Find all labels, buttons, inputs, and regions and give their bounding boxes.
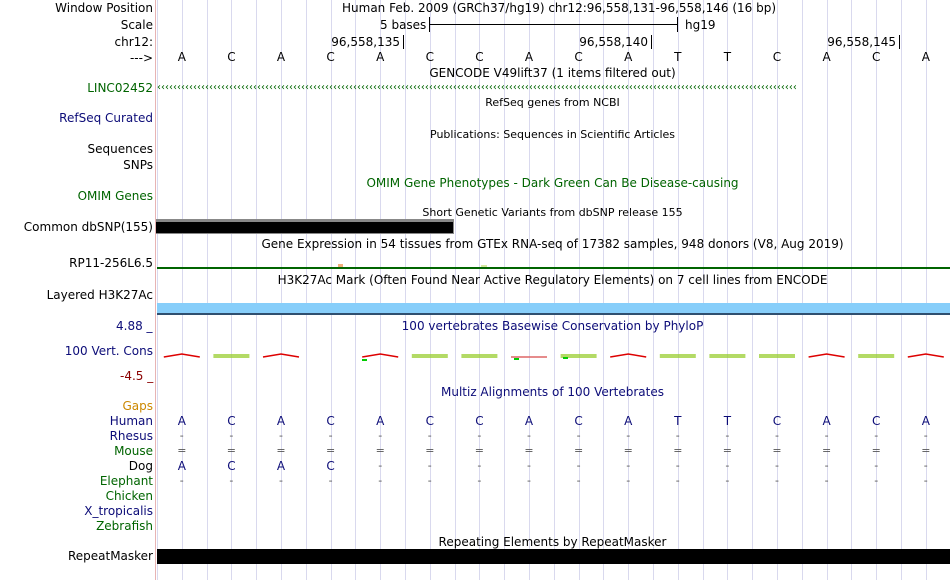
scale-bar-right-tick bbox=[677, 17, 678, 32]
alignment-base: - bbox=[923, 429, 928, 442]
species-label[interactable]: Zebrafish bbox=[96, 519, 153, 533]
alignment-base: T bbox=[674, 414, 682, 428]
multiz-track-title: Multiz Alignments of 100 Vertebrates bbox=[440, 385, 665, 399]
alignment-base: A bbox=[177, 414, 186, 428]
gtex-gene-line[interactable] bbox=[157, 267, 950, 269]
alignment-base: A bbox=[921, 414, 930, 428]
alignment-base: - bbox=[527, 474, 531, 487]
gencode-gene-label[interactable]: LINC02452 bbox=[87, 81, 153, 95]
phylop-score-mark bbox=[709, 355, 745, 357]
base-letter: A bbox=[376, 50, 385, 64]
alignment-base: = bbox=[722, 444, 732, 457]
alignment-base: = bbox=[425, 444, 435, 457]
phylop-max-label: 4.88 _ bbox=[116, 319, 153, 333]
species-label[interactable]: Human bbox=[109, 414, 153, 428]
refseq-track-label[interactable]: RefSeq Curated bbox=[59, 111, 153, 125]
alignment-base: - bbox=[378, 429, 383, 442]
base-letter: C bbox=[475, 50, 484, 64]
coord-tick-mark bbox=[403, 35, 404, 49]
phylop-score-mark bbox=[908, 354, 944, 357]
gtex-tick-1 bbox=[338, 264, 343, 267]
publications-track-title: Publications: Sequences in Scientific Articles bbox=[430, 128, 675, 141]
alignment-base: T bbox=[723, 414, 732, 428]
alignment-base: C bbox=[227, 459, 236, 473]
base-letter: C bbox=[425, 50, 434, 64]
base-letter: A bbox=[177, 50, 186, 64]
gtex-track-title: Gene Expression in 54 tissues from GTEx RNA-seq of 17382 samples, 948 donors (V8, Aug 2019) bbox=[261, 237, 844, 251]
alignment-base: A bbox=[376, 414, 385, 428]
alignment-base: = bbox=[871, 444, 881, 457]
alignment-base: C bbox=[227, 414, 236, 428]
alignment-base: - bbox=[923, 474, 928, 487]
alignment-base: - bbox=[576, 459, 581, 472]
base-letter: A bbox=[822, 50, 831, 64]
phylop-score-mark bbox=[858, 355, 894, 357]
base-letter: C bbox=[772, 50, 782, 64]
repeatmasker-bar[interactable] bbox=[157, 549, 950, 564]
multiz-gaps-label[interactable]: Gaps bbox=[122, 399, 153, 413]
species-label[interactable]: Chicken bbox=[105, 489, 153, 503]
gtex-track-label[interactable]: RP11-256L6.5 bbox=[69, 256, 153, 270]
alignment-base: - bbox=[527, 459, 531, 472]
alignment-base: A bbox=[177, 459, 186, 473]
alignment-base: - bbox=[725, 459, 730, 472]
coord-tick-mark bbox=[651, 35, 652, 49]
species-label[interactable]: Elephant bbox=[99, 474, 153, 488]
coord-tick-label: 96,558,145 bbox=[827, 35, 896, 49]
repeatmasker-track-title: Repeating Elements by RepeatMasker bbox=[438, 535, 667, 549]
alignment-base: = bbox=[177, 444, 187, 457]
dbsnp-item-bar[interactable] bbox=[156, 222, 453, 233]
alignment-base: - bbox=[328, 429, 333, 442]
alignment-base: = bbox=[325, 444, 336, 457]
snps-label[interactable]: SNPs bbox=[123, 158, 153, 172]
dbsnp-track-label[interactable]: Common dbSNP(155) bbox=[23, 220, 153, 234]
coord-tick-mark bbox=[899, 35, 900, 49]
base-letter: A bbox=[624, 50, 633, 64]
alignment-base: - bbox=[874, 474, 879, 487]
alignment-base: - bbox=[527, 429, 531, 442]
alignment-base: - bbox=[477, 474, 482, 487]
alignment-base: - bbox=[477, 459, 482, 472]
gtex-tick-2 bbox=[481, 265, 487, 267]
alignment-base: - bbox=[626, 429, 631, 442]
phylop-score-mark bbox=[362, 354, 398, 357]
alignment-base: = bbox=[375, 444, 385, 457]
omim-track-label[interactable]: OMIM Genes bbox=[77, 189, 153, 203]
alignment-base: = bbox=[921, 444, 931, 457]
alignment-base: - bbox=[675, 459, 680, 472]
alignment-base: = bbox=[623, 444, 633, 457]
phylop-graph[interactable] bbox=[156, 345, 950, 369]
alignment-base: C bbox=[425, 414, 434, 428]
refseq-track-title: RefSeq genes from NCBI bbox=[485, 96, 620, 109]
phylop-score-mark bbox=[514, 358, 519, 360]
phylop-score-mark bbox=[610, 354, 646, 357]
base-letter: A bbox=[921, 50, 930, 64]
alignment-base: - bbox=[725, 474, 730, 487]
repeatmasker-track-label[interactable]: RepeatMasker bbox=[67, 549, 153, 563]
phylop-score-mark bbox=[461, 355, 497, 357]
scale-label: Scale bbox=[120, 18, 153, 32]
alignment-base: C bbox=[871, 414, 881, 428]
phylop-track-label[interactable]: 100 Vert. Cons bbox=[64, 344, 153, 358]
alignment-base: - bbox=[725, 429, 730, 442]
publications-label[interactable]: Sequences bbox=[87, 142, 153, 156]
base-letter: A bbox=[524, 50, 534, 64]
h3k27ac-track-title: H3K27Ac Mark (Often Found Near Active Regulatory Elements) on 7 cell lines from ENCODE bbox=[277, 273, 828, 287]
phylop-score-mark bbox=[660, 355, 696, 357]
alignment-base: A bbox=[524, 414, 534, 428]
alignment-base: - bbox=[427, 429, 432, 442]
alignment-base: - bbox=[775, 459, 779, 472]
alignment-base: = bbox=[524, 444, 534, 457]
alignment-base: A bbox=[822, 414, 831, 428]
alignment-base: - bbox=[279, 474, 283, 487]
alignment-base: = bbox=[276, 444, 286, 457]
base-letter: C bbox=[871, 50, 881, 64]
chrom-label: chr12: bbox=[114, 35, 153, 49]
alignment-base: = bbox=[226, 444, 236, 457]
phylop-score-mark bbox=[362, 359, 367, 361]
phylop-score-mark bbox=[213, 355, 249, 357]
alignment-base: - bbox=[675, 474, 680, 487]
alignment-base: - bbox=[279, 429, 283, 442]
base-letter: C bbox=[326, 50, 335, 64]
alignment-base: - bbox=[427, 474, 432, 487]
alignment-base: - bbox=[824, 459, 829, 472]
alignment-base: C bbox=[574, 414, 583, 428]
omim-track-title: OMIM Gene Phenotypes - Dark Green Can Be Disease-causing bbox=[366, 176, 739, 190]
species-label[interactable]: Mouse bbox=[114, 444, 153, 458]
strand-arrow-label: ---> bbox=[129, 51, 153, 65]
gencode-track-title: GENCODE V49lift37 (1 items filtered out) bbox=[429, 66, 676, 80]
alignment-base: - bbox=[874, 459, 879, 472]
coord-tick-label: 96,558,140 bbox=[579, 35, 648, 49]
alignment-base: - bbox=[328, 474, 333, 487]
alignment-base: = bbox=[474, 444, 484, 457]
scale-bar-left-tick bbox=[429, 17, 430, 32]
alignment-base: - bbox=[427, 459, 432, 472]
scale-bar-text: 5 bases bbox=[380, 18, 427, 32]
scale-bar bbox=[429, 24, 677, 25]
alignment-base: - bbox=[179, 474, 184, 487]
alignment-base: - bbox=[626, 474, 631, 487]
base-letter: C bbox=[574, 50, 583, 64]
alignment-base: - bbox=[378, 474, 383, 487]
phylop-score-mark bbox=[412, 355, 448, 357]
alignment-base: = bbox=[673, 444, 683, 457]
phylop-score-mark bbox=[759, 355, 795, 357]
base-letter: T bbox=[674, 50, 682, 64]
coord-tick-label: 96,558,135 bbox=[331, 35, 400, 49]
dbsnp-track-title: Short Genetic Variants from dbSNP release 155 bbox=[422, 206, 683, 219]
species-label[interactable]: Dog bbox=[128, 459, 153, 473]
alignment-base: - bbox=[179, 429, 184, 442]
alignment-base: C bbox=[772, 414, 782, 428]
phylop-score-mark bbox=[164, 354, 200, 357]
species-label[interactable]: X_tropicalis bbox=[84, 504, 153, 518]
base-letter: C bbox=[227, 50, 236, 64]
alignment-base: - bbox=[824, 474, 829, 487]
alignment-base: - bbox=[923, 459, 928, 472]
species-label[interactable]: Rhesus bbox=[109, 429, 153, 443]
alignment-base: - bbox=[626, 459, 631, 472]
phylop-score-mark bbox=[561, 355, 597, 357]
window-position-label: Window Position bbox=[55, 1, 153, 15]
alignment-base: = bbox=[821, 444, 832, 457]
alignment-base: - bbox=[576, 474, 581, 487]
phylop-min-label: -4.5 _ bbox=[120, 369, 154, 383]
alignment-base: C bbox=[326, 414, 335, 428]
alignment-base: - bbox=[378, 459, 383, 472]
alignment-base: - bbox=[675, 429, 680, 442]
label-divider bbox=[155, 0, 156, 580]
db-label: hg19 bbox=[685, 18, 716, 32]
phylop-score-mark bbox=[263, 354, 299, 357]
h3k27ac-signal[interactable] bbox=[157, 303, 950, 313]
base-letter: T bbox=[723, 50, 732, 64]
h3k27ac-baseline bbox=[157, 313, 950, 315]
alignment-base: = bbox=[573, 444, 584, 457]
alignment-base: - bbox=[229, 429, 234, 442]
base-letter: A bbox=[276, 50, 286, 64]
alignment-base: - bbox=[477, 429, 482, 442]
alignment-base: - bbox=[775, 429, 779, 442]
alignment-base: - bbox=[824, 429, 829, 442]
phylop-track-title: 100 vertebrates Basewise Conservation by PhyloP bbox=[401, 319, 704, 333]
h3k27ac-track-label[interactable]: Layered H3K27Ac bbox=[46, 288, 153, 302]
alignment-base: A bbox=[276, 414, 286, 428]
alignment-base: A bbox=[624, 414, 633, 428]
alignment-base: A bbox=[276, 459, 286, 473]
phylop-score-mark bbox=[809, 354, 845, 357]
alignment-base: C bbox=[326, 459, 335, 473]
phylop-score-mark bbox=[563, 357, 568, 359]
alignment-base: C bbox=[475, 414, 484, 428]
alignment-base: - bbox=[229, 474, 234, 487]
alignment-base: = bbox=[772, 444, 782, 457]
gencode-gene-body[interactable]: ‹‹‹‹‹‹‹‹‹‹‹‹‹‹‹‹‹‹‹‹‹‹‹‹‹‹‹‹‹‹‹‹‹‹‹‹‹‹‹‹‹‹‹‹‹‹‹‹‹‹‹‹‹‹‹‹‹‹‹‹‹‹‹‹‹‹‹‹‹‹‹‹‹‹‹‹‹‹‹‹‹‹‹‹‹‹‹‹‹‹‹‹‹‹‹‹‹‹‹‹‹‹‹‹‹‹‹‹‹‹‹‹‹‹‹‹‹‹‹‹‹‹‹‹‹‹‹‹‹‹‹‹‹‹‹‹‹‹‹‹‹‹‹‹‹‹‹‹‹‹‹‹‹‹‹‹‹‹‹‹ bbox=[157, 82, 797, 93]
alignment-base: - bbox=[874, 429, 879, 442]
assembly-position: Human Feb. 2009 (GRCh37/hg19) chr12:96,558,131-96,558,146 (16 bp) bbox=[342, 1, 777, 15]
alignment-base: - bbox=[775, 474, 779, 487]
alignment-base: - bbox=[576, 429, 581, 442]
